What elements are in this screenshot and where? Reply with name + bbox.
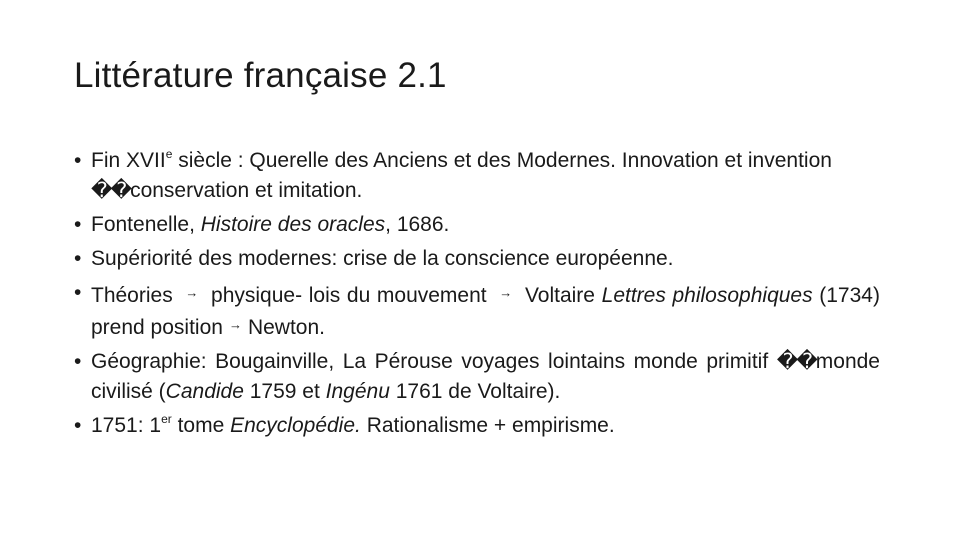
bullet-dot: •: [74, 350, 82, 373]
bullet-item-encyclopedie: • 1751: 1er tome Encyclopédie. Rationalisme + empirisme.: [74, 411, 880, 441]
arrow-icon: →: [228, 317, 242, 332]
slide-title: Littérature française 2.1: [74, 56, 447, 95]
bullet-dot: •: [74, 246, 82, 270]
missing-glyph-icon: ��: [91, 178, 131, 202]
arrow-icon: →: [185, 284, 199, 300]
bullet-item-geographie: • Géographie: Bougainville, La Pérouse voyages lointains monde primitif ��monde civilisé (Candide 1759 et Ingénu 1761 de Voltaire).: [74, 347, 880, 406]
bullet-dot: •: [74, 149, 82, 172]
bullet-item-theories: • Théories → physique- lois du mouvement → Voltaire Lettres philosophiques (1734) prend position → Newton.: [74, 278, 880, 343]
arrow-icon: →: [499, 284, 513, 300]
missing-glyph-icon: ��: [776, 350, 816, 373]
bullet-item-superiorite: • Supériorité des modernes: crise de la conscience européenne.: [74, 244, 880, 274]
bullet-dot: •: [74, 413, 82, 437]
bullet-list: [74, 146, 880, 445]
bullet-item-fontenelle: • Fontenelle, Histoire des oracles, 1686.: [74, 210, 880, 240]
bullet-item-querelle: • Fin XVIIe siècle : Querelle des Anciens et des Modernes. Innovation et invention ��conservation et imitation.: [74, 147, 832, 202]
bullet-dot: •: [74, 280, 82, 304]
bullet-dot: •: [74, 212, 82, 236]
